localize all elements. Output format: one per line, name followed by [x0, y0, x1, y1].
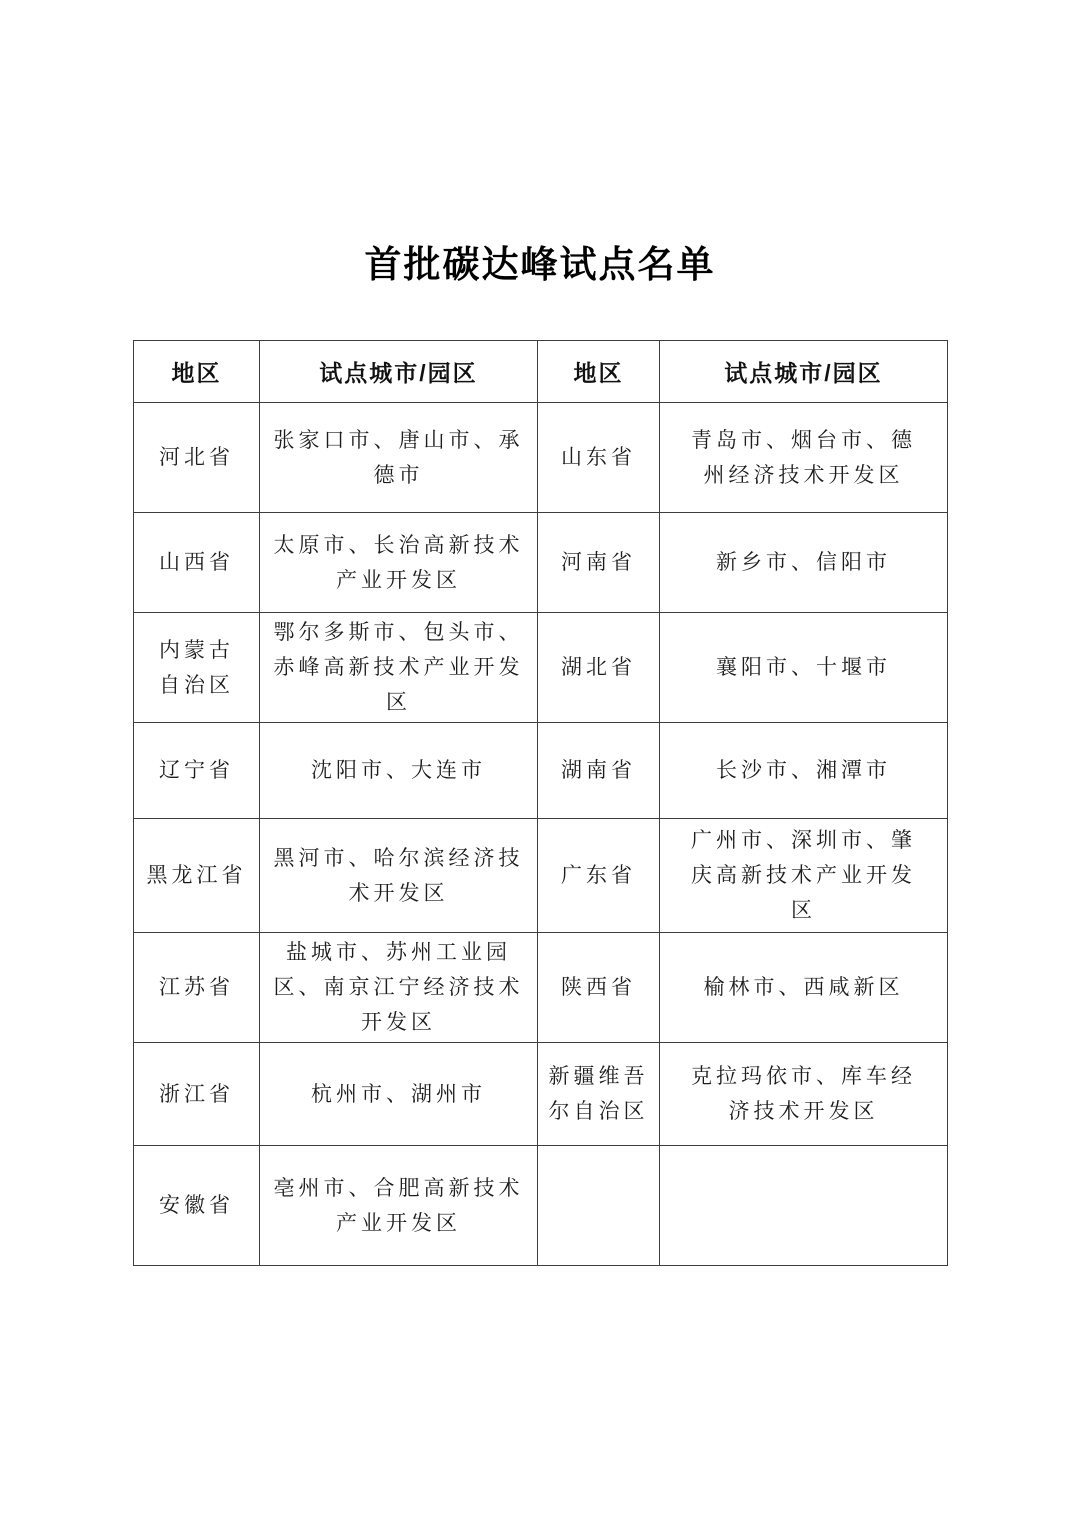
pilot-cell: 鄂尔多斯市、包头市、赤峰高新技术产业开发区 [260, 613, 538, 723]
pilot-cell: 襄阳市、十堰市 [660, 613, 948, 723]
table-row [134, 933, 948, 1043]
table-row [134, 723, 948, 819]
pilot-list-table [133, 340, 948, 1266]
table-row [134, 1043, 948, 1146]
region-cell: 广东省 [538, 819, 660, 933]
header-pilots-right: 试点城市/园区 [660, 341, 948, 403]
pilot-cell: 榆林市、西咸新区 [660, 933, 948, 1043]
pilot-cell: 新乡市、信阳市 [660, 513, 948, 613]
table-row [134, 1146, 948, 1266]
pilot-cell: 盐城市、苏州工业园区、南京江宁经济技术开发区 [260, 933, 538, 1043]
pilot-cell [660, 1146, 948, 1266]
region-cell: 黑龙江省 [134, 819, 260, 933]
region-cell: 辽宁省 [134, 723, 260, 819]
document-title: 首批碳达峰试点名单 [364, 245, 716, 286]
region-cell: 陕西省 [538, 933, 660, 1043]
pilot-cell: 克拉玛依市、库车经济技术开发区 [660, 1043, 948, 1146]
region-cell: 河南省 [538, 513, 660, 613]
pilot-cell: 张家口市、唐山市、承德市 [260, 403, 538, 513]
pilot-cell: 亳州市、合肥高新技术产业开发区 [260, 1146, 538, 1266]
pilot-cell: 黑河市、哈尔滨经济技术开发区 [260, 819, 538, 933]
pilot-cell: 青岛市、烟台市、德州经济技术开发区 [660, 403, 948, 513]
region-cell: 内蒙古自治区 [134, 613, 260, 723]
region-cell: 新疆维吾尔自治区 [538, 1043, 660, 1146]
table-row [134, 403, 948, 513]
region-cell: 安徽省 [134, 1146, 260, 1266]
header-region-right: 地区 [538, 341, 660, 403]
region-cell: 浙江省 [134, 1043, 260, 1146]
table-row [134, 613, 948, 723]
region-cell: 江苏省 [134, 933, 260, 1043]
pilot-cell: 广州市、深圳市、肇庆高新技术产业开发区 [660, 819, 948, 933]
header-pilots-left: 试点城市/园区 [260, 341, 538, 403]
region-cell: 湖北省 [538, 613, 660, 723]
pilot-cell: 太原市、长治高新技术产业开发区 [260, 513, 538, 613]
header-region-left: 地区 [134, 341, 260, 403]
region-cell [538, 1146, 660, 1266]
header-row [134, 341, 948, 403]
pilot-cell: 沈阳市、大连市 [260, 723, 538, 819]
table-row [134, 513, 948, 613]
pilot-cell: 长沙市、湘潭市 [660, 723, 948, 819]
region-cell: 河北省 [134, 403, 260, 513]
region-cell: 山东省 [538, 403, 660, 513]
region-cell: 湖南省 [538, 723, 660, 819]
table-row [134, 819, 948, 933]
pilot-cell: 杭州市、湖州市 [260, 1043, 538, 1146]
region-cell: 山西省 [134, 513, 260, 613]
